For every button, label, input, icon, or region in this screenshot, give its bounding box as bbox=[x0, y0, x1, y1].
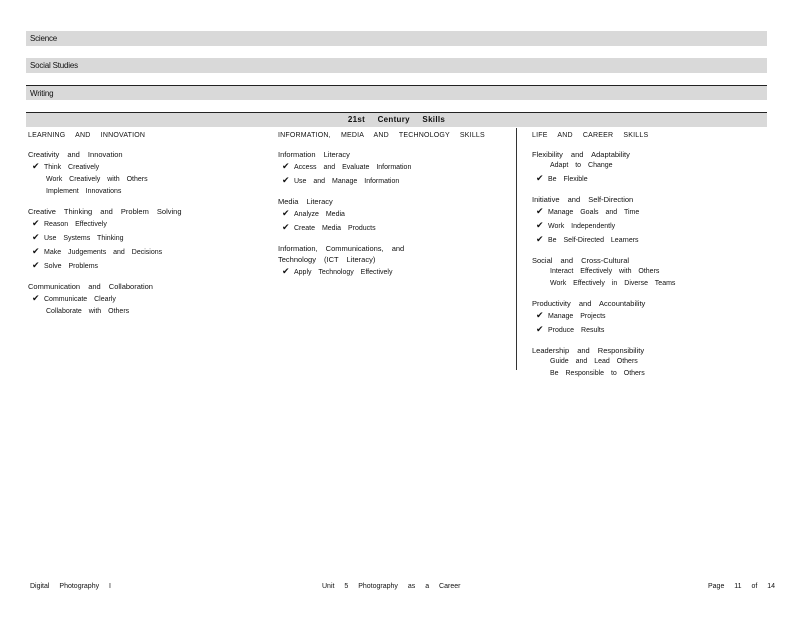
column-information bbox=[278, 132, 485, 287]
skills-title-band bbox=[26, 112, 767, 127]
skill-item-label: Apply Technology Effectively bbox=[294, 269, 393, 276]
checkmark-icon: ✔ bbox=[536, 234, 544, 244]
column-heading: LEARNING AND INNOVATION bbox=[28, 132, 146, 139]
skill-item-label: Think Creatively bbox=[44, 164, 100, 171]
skill-item-label: Interact Effectively with Others bbox=[550, 268, 660, 275]
skill-group bbox=[278, 243, 485, 279]
skill-item-label: Work Independently bbox=[548, 223, 616, 230]
skill-group-title: Flexibility and Adaptability bbox=[532, 150, 630, 159]
skill-group-title: Communication and Collaboration bbox=[28, 282, 153, 291]
column-learning bbox=[28, 132, 182, 326]
skill-item bbox=[28, 174, 182, 186]
skill-item bbox=[532, 309, 675, 323]
skill-item-label: Adapt to Change bbox=[550, 162, 613, 169]
skill-item bbox=[278, 221, 485, 235]
skill-item-label: Communicate Clearly bbox=[44, 296, 116, 303]
skill-item bbox=[532, 356, 675, 368]
column-heading: LIFE AND CAREER SKILLS bbox=[532, 132, 649, 139]
skill-item-label: Analyze Media bbox=[294, 211, 345, 218]
skill-group-title: Information, Communications, and Technology (ICT Literacy) bbox=[278, 244, 405, 264]
checkmark-icon: ✔ bbox=[32, 218, 40, 228]
column-life-career bbox=[532, 132, 675, 388]
skill-item-label: Use Systems Thinking bbox=[44, 235, 124, 242]
skill-item-label: Reason Effectively bbox=[44, 221, 107, 228]
subject-label: Writing bbox=[30, 89, 54, 98]
skill-item bbox=[28, 186, 182, 198]
skill-group bbox=[28, 149, 182, 198]
skill-item-label: Work Creatively with Others bbox=[46, 176, 148, 183]
skill-group-title: Creative Thinking and Problem Solving bbox=[28, 207, 182, 216]
checkmark-icon: ✔ bbox=[32, 260, 40, 270]
skill-item bbox=[532, 219, 675, 233]
checkmark-icon: ✔ bbox=[32, 293, 40, 303]
skill-item bbox=[28, 292, 182, 306]
checkmark-icon: ✔ bbox=[536, 324, 544, 334]
checkmark-icon: ✔ bbox=[536, 220, 544, 230]
checkmark-icon: ✔ bbox=[282, 161, 290, 171]
subject-label: Science bbox=[30, 34, 58, 43]
skill-group bbox=[532, 255, 675, 290]
subject-band-science bbox=[26, 31, 767, 46]
skill-item-label: Use and Manage Information bbox=[294, 178, 400, 185]
checkmark-icon: ✔ bbox=[536, 173, 544, 183]
checkmark-icon: ✔ bbox=[282, 208, 290, 218]
skill-item-label: Manage Projects bbox=[548, 313, 606, 320]
skill-item bbox=[278, 207, 485, 221]
skill-group-title: Leadership and Responsibility bbox=[532, 346, 645, 355]
subject-band-writing bbox=[26, 85, 767, 100]
skill-group-title: Initiative and Self-Direction bbox=[532, 195, 634, 204]
skill-group bbox=[532, 194, 675, 247]
skill-item-label: Guide and Lead Others bbox=[550, 358, 638, 365]
skill-group bbox=[278, 149, 485, 188]
skill-group-title: Information Literacy bbox=[278, 150, 350, 159]
skill-item bbox=[28, 217, 182, 231]
skill-group bbox=[28, 206, 182, 273]
skill-item bbox=[532, 160, 675, 172]
skill-item-label: Be Self-Directed Learners bbox=[548, 237, 639, 244]
skill-group-title: Social and Cross-Cultural bbox=[532, 256, 630, 265]
skill-item bbox=[28, 160, 182, 174]
skill-item bbox=[28, 306, 182, 318]
skill-group-title: Media Literacy bbox=[278, 197, 333, 206]
checkmark-icon: ✔ bbox=[282, 266, 290, 276]
skill-item-label: Solve Problems bbox=[44, 263, 99, 270]
skill-group bbox=[532, 149, 675, 186]
skill-item-label: Work Effectively in Diverse Teams bbox=[550, 280, 676, 287]
checkmark-icon: ✔ bbox=[282, 175, 290, 185]
subject-label: Social Studies bbox=[30, 61, 78, 70]
footer-course: Digital Photography I bbox=[30, 583, 111, 590]
skill-item bbox=[278, 174, 485, 188]
skill-item bbox=[28, 231, 182, 245]
skill-item-label: Manage Goals and Time bbox=[548, 209, 640, 216]
checkmark-icon: ✔ bbox=[32, 232, 40, 242]
skill-item-label: Be Flexible bbox=[548, 176, 588, 183]
skill-item-label: Be Responsible to Others bbox=[550, 370, 645, 377]
column-divider bbox=[516, 128, 517, 370]
skills-title: 21st Century Skills bbox=[347, 115, 446, 124]
checkmark-icon: ✔ bbox=[536, 206, 544, 216]
skill-item bbox=[278, 265, 485, 279]
checkmark-icon: ✔ bbox=[282, 222, 290, 232]
skill-group bbox=[28, 281, 182, 318]
subject-band-social-studies bbox=[26, 58, 767, 73]
skill-item bbox=[28, 245, 182, 259]
skill-item bbox=[532, 205, 675, 219]
checkmark-icon: ✔ bbox=[32, 161, 40, 171]
footer-unit: Unit 5 Photography as a Career bbox=[322, 583, 461, 590]
skill-group bbox=[532, 345, 675, 380]
skill-item-label: Access and Evaluate Information bbox=[294, 164, 412, 171]
skill-item-label: Implement Innovations bbox=[46, 188, 122, 195]
checkmark-icon: ✔ bbox=[32, 246, 40, 256]
skill-item-label: Create Media Products bbox=[294, 225, 376, 232]
skill-item bbox=[532, 172, 675, 186]
skill-item-label: Collaborate with Others bbox=[46, 308, 130, 315]
checkmark-icon: ✔ bbox=[536, 310, 544, 320]
skill-item-label: Make Judgements and Decisions bbox=[44, 249, 163, 256]
column-heading: INFORMATION, MEDIA AND TECHNOLOGY SKILLS bbox=[278, 132, 485, 139]
footer-page-number: Page 11 of 14 bbox=[708, 583, 776, 590]
skill-item bbox=[532, 368, 675, 380]
skill-item bbox=[532, 266, 675, 278]
skill-group-title: Productivity and Accountability bbox=[532, 299, 646, 308]
skill-group bbox=[278, 196, 485, 235]
skill-group-title: Creativity and Innovation bbox=[28, 150, 123, 159]
skill-group bbox=[532, 298, 675, 337]
skill-item-label: Produce Results bbox=[548, 327, 605, 334]
skill-item bbox=[278, 160, 485, 174]
skill-item bbox=[532, 233, 675, 247]
skill-item bbox=[532, 323, 675, 337]
skill-item bbox=[28, 259, 182, 273]
skill-item bbox=[532, 278, 675, 290]
